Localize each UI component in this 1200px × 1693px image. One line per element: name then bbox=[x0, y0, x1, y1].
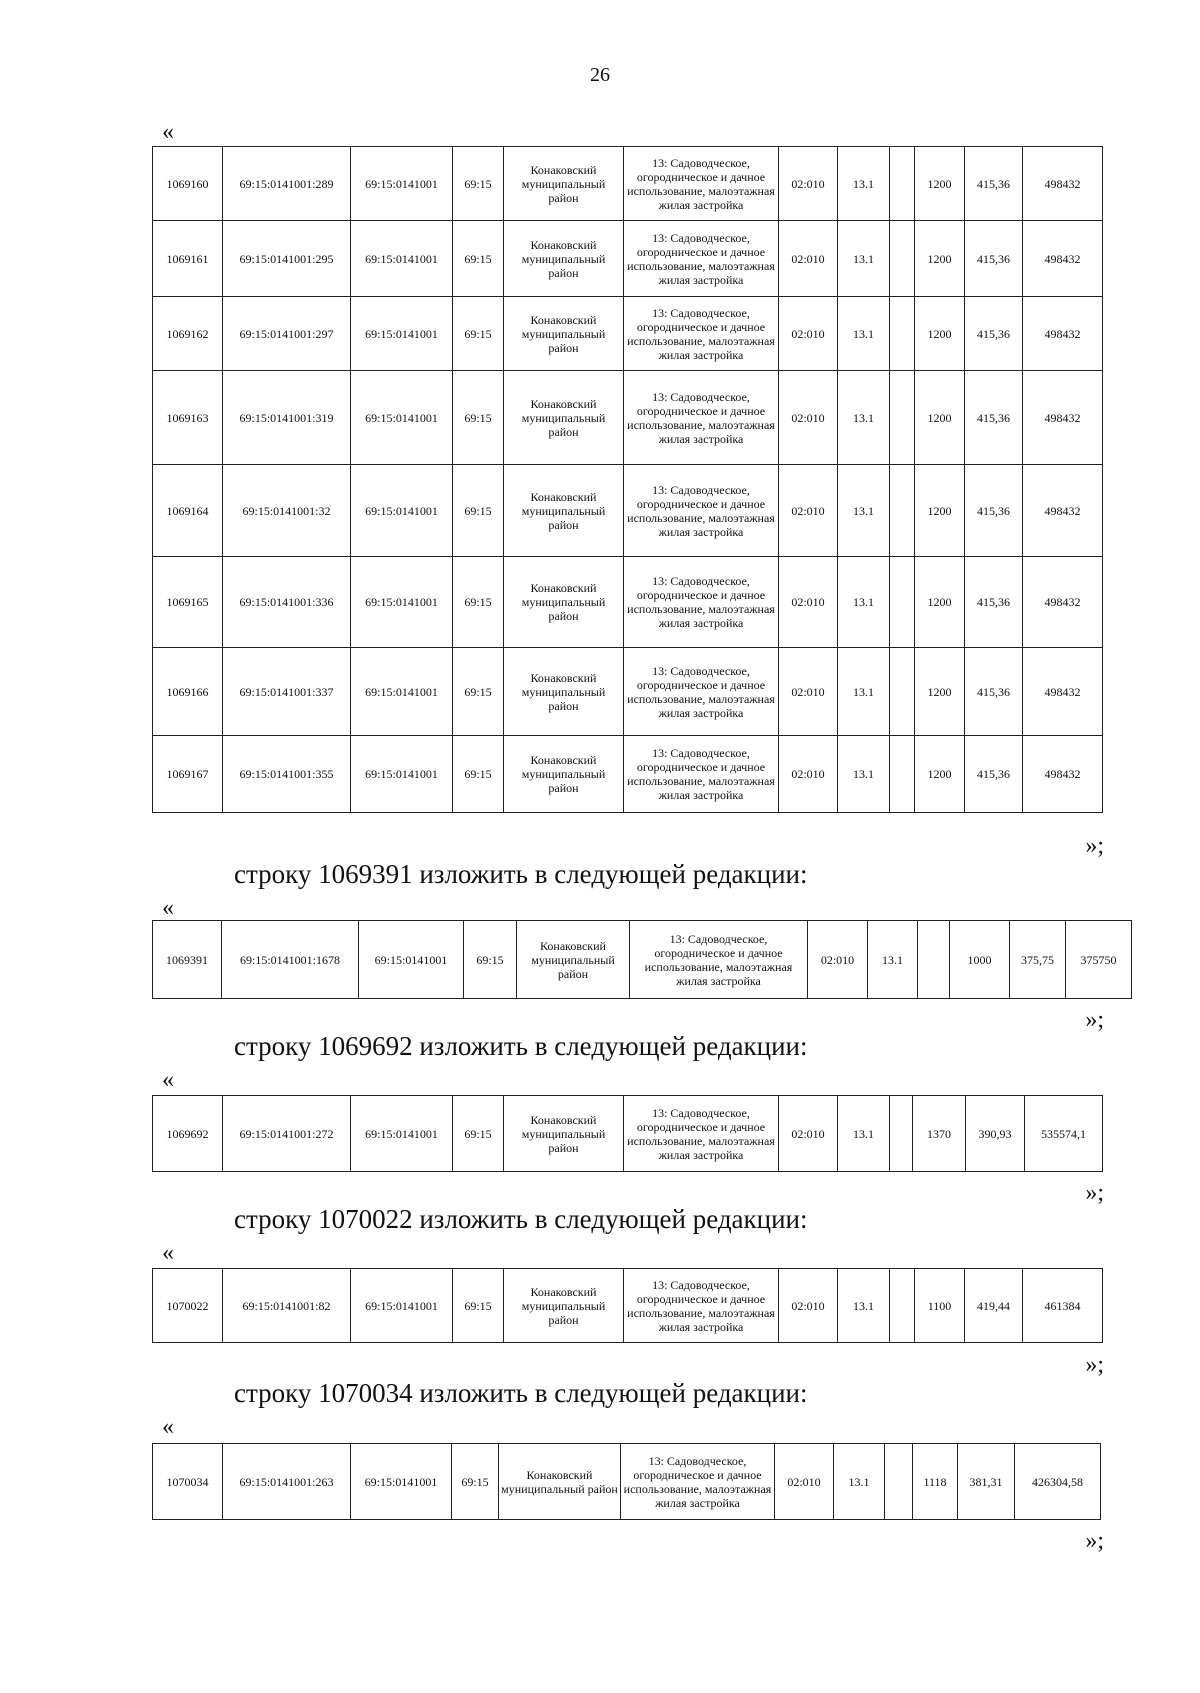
cell-code: 02:010 bbox=[779, 147, 838, 221]
cell-empty bbox=[890, 371, 915, 465]
section-heading: строку 1070034 изложить в следующей редакции: bbox=[234, 1378, 808, 1408]
cell-empty bbox=[890, 221, 915, 297]
cell-district-code: 69:15 bbox=[453, 297, 504, 371]
table-row bbox=[153, 648, 1103, 736]
section-table bbox=[152, 920, 1132, 999]
cell-empty bbox=[918, 921, 950, 999]
cell-empty bbox=[890, 557, 915, 648]
cell-cadastral-number: 69:15:0141001:1678 bbox=[222, 921, 359, 999]
cell-district: Конаковский муниципальный район bbox=[499, 1444, 621, 1520]
table-row bbox=[153, 465, 1103, 557]
cell-value: 498432 bbox=[1023, 736, 1103, 813]
section-heading: строку 1070022 изложить в следующей редакции: bbox=[234, 1204, 808, 1234]
cell-purpose: 13: Садоводческое, огородническое и дачное использование, малоэтажная жилая застройка bbox=[624, 648, 779, 736]
close-quote: »; bbox=[1085, 1180, 1104, 1206]
open-quote: « bbox=[162, 895, 174, 921]
cell-purpose: 13: Садоводческое, огородническое и дачное использование, малоэтажная жилая застройка bbox=[624, 1096, 779, 1172]
cell-group: 13.1 bbox=[838, 648, 890, 736]
cell-group: 13.1 bbox=[838, 1096, 890, 1172]
cell-code: 02:010 bbox=[779, 736, 838, 813]
cell-district-code: 69:15 bbox=[453, 147, 504, 221]
cell-area: 1200 bbox=[915, 147, 965, 221]
cell-value: 498432 bbox=[1023, 465, 1103, 557]
section-heading: строку 1069391 изложить в следующей редакции: bbox=[234, 859, 808, 889]
open-quote: « bbox=[162, 1067, 174, 1093]
cell-code: 02:010 bbox=[779, 221, 838, 297]
cell-district-code: 69:15 bbox=[453, 221, 504, 297]
section-table bbox=[152, 1095, 1103, 1172]
cell-id: 1069161 bbox=[153, 221, 223, 297]
cell-district: Конаковский муниципальный район bbox=[517, 921, 630, 999]
cell-id: 1069167 bbox=[153, 736, 223, 813]
cell-id: 1069391 bbox=[153, 921, 222, 999]
cell-value: 461384 bbox=[1023, 1269, 1103, 1343]
cell-group: 13.1 bbox=[838, 736, 890, 813]
cell-purpose: 13: Садоводческое, огородническое и дачное использование, малоэтажная жилая застройка bbox=[624, 736, 779, 813]
cell-district-code: 69:15 bbox=[453, 1269, 504, 1343]
cell-group: 13.1 bbox=[838, 297, 890, 371]
cell-district-code: 69:15 bbox=[453, 736, 504, 813]
cell-purpose: 13: Садоводческое, огородническое и дачное использование, малоэтажная жилая застройка bbox=[624, 371, 779, 465]
cell-quarter: 69:15:0141001 bbox=[351, 557, 453, 648]
cell-district-code: 69:15 bbox=[453, 1096, 504, 1172]
cell-empty bbox=[890, 465, 915, 557]
cell-area: 1200 bbox=[915, 297, 965, 371]
cell-district-code: 69:15 bbox=[453, 648, 504, 736]
cell-purpose: 13: Садоводческое, огородническое и дачное использование, малоэтажная жилая застройка bbox=[624, 557, 779, 648]
table-row bbox=[153, 297, 1103, 371]
cell-area: 1200 bbox=[915, 736, 965, 813]
cell-district: Конаковский муниципальный район bbox=[504, 736, 624, 813]
cell-code: 02:010 bbox=[808, 921, 868, 999]
cell-value: 498432 bbox=[1023, 147, 1103, 221]
cell-purpose: 13: Садоводческое, огородническое и дачное использование, малоэтажная жилая застройка bbox=[624, 465, 779, 557]
cell-purpose: 13: Садоводческое, огородническое и дачное использование, малоэтажная жилая застройка bbox=[624, 1269, 779, 1343]
cell-group: 13.1 bbox=[838, 371, 890, 465]
cell-quarter: 69:15:0141001 bbox=[351, 371, 453, 465]
cell-code: 02:010 bbox=[779, 557, 838, 648]
table-row bbox=[153, 557, 1103, 648]
cell-purpose: 13: Садоводческое, огородническое и дачное использование, малоэтажная жилая застройка bbox=[624, 221, 779, 297]
cell-specific-value: 415,36 bbox=[965, 147, 1023, 221]
cell-code: 02:010 bbox=[779, 371, 838, 465]
cell-id: 1069164 bbox=[153, 465, 223, 557]
cell-specific-value: 415,36 bbox=[965, 221, 1023, 297]
cell-area: 1370 bbox=[913, 1096, 966, 1172]
cell-cadastral-number: 69:15:0141001:337 bbox=[223, 648, 351, 736]
table-row bbox=[153, 1444, 1101, 1520]
open-quote: « bbox=[162, 1240, 174, 1266]
cell-district: Конаковский муниципальный район bbox=[504, 297, 624, 371]
cell-value: 426304,58 bbox=[1015, 1444, 1101, 1520]
cell-area: 1200 bbox=[915, 465, 965, 557]
cell-area: 1118 bbox=[913, 1444, 958, 1520]
cell-value: 498432 bbox=[1023, 648, 1103, 736]
cell-district: Конаковский муниципальный район bbox=[504, 648, 624, 736]
cell-cadastral-number: 69:15:0141001:295 bbox=[223, 221, 351, 297]
cell-cadastral-number: 69:15:0141001:82 bbox=[223, 1269, 351, 1343]
cell-district-code: 69:15 bbox=[452, 1444, 499, 1520]
section-heading: строку 1069692 изложить в следующей редакции: bbox=[234, 1031, 808, 1061]
cell-id: 1069160 bbox=[153, 147, 223, 221]
cell-purpose: 13: Садоводческое, огородническое и дачное использование, малоэтажная жилая застройка bbox=[630, 921, 808, 999]
open-quote: « bbox=[162, 1414, 174, 1440]
table-row bbox=[153, 371, 1103, 465]
cell-specific-value: 415,36 bbox=[965, 557, 1023, 648]
cell-district: Конаковский муниципальный район bbox=[504, 221, 624, 297]
cell-area: 1100 bbox=[915, 1269, 965, 1343]
cell-district-code: 69:15 bbox=[464, 921, 517, 999]
cell-district: Конаковский муниципальный район bbox=[504, 465, 624, 557]
cell-purpose: 13: Садоводческое, огородническое и дачное использование, малоэтажная жилая застройка bbox=[624, 147, 779, 221]
cell-purpose: 13: Садоводческое, огородническое и дачное использование, малоэтажная жилая застройка bbox=[624, 297, 779, 371]
cell-value: 498432 bbox=[1023, 221, 1103, 297]
cell-group: 13.1 bbox=[838, 147, 890, 221]
page-number: 26 bbox=[590, 64, 610, 86]
cell-code: 02:010 bbox=[775, 1444, 834, 1520]
cell-specific-value: 375,75 bbox=[1010, 921, 1066, 999]
cell-code: 02:010 bbox=[779, 465, 838, 557]
cell-value: 535574,1 bbox=[1025, 1096, 1103, 1172]
cell-area: 1000 bbox=[950, 921, 1010, 999]
cell-area: 1200 bbox=[915, 221, 965, 297]
cell-quarter: 69:15:0141001 bbox=[359, 921, 464, 999]
cell-id: 1070022 bbox=[153, 1269, 223, 1343]
cell-code: 02:010 bbox=[779, 1269, 838, 1343]
cell-cadastral-number: 69:15:0141001:272 bbox=[223, 1096, 351, 1172]
cell-value: 498432 bbox=[1023, 557, 1103, 648]
cell-specific-value: 390,93 bbox=[966, 1096, 1025, 1172]
cell-quarter: 69:15:0141001 bbox=[351, 147, 453, 221]
cell-group: 13.1 bbox=[868, 921, 918, 999]
cell-area: 1200 bbox=[915, 648, 965, 736]
section-table bbox=[152, 1268, 1103, 1343]
cell-specific-value: 381,31 bbox=[958, 1444, 1015, 1520]
cell-cadastral-number: 69:15:0141001:32 bbox=[223, 465, 351, 557]
cell-specific-value: 415,36 bbox=[965, 297, 1023, 371]
cell-empty bbox=[890, 648, 915, 736]
open-quote: « bbox=[162, 119, 174, 145]
cell-district-code: 69:15 bbox=[453, 465, 504, 557]
cell-purpose: 13: Садоводческое, огородническое и дачное использование, малоэтажная жилая застройка bbox=[621, 1444, 775, 1520]
cell-empty bbox=[890, 1269, 915, 1343]
section-table bbox=[152, 1443, 1101, 1520]
table-row bbox=[153, 921, 1132, 999]
cell-specific-value: 415,36 bbox=[965, 371, 1023, 465]
cell-cadastral-number: 69:15:0141001:355 bbox=[223, 736, 351, 813]
table-row bbox=[153, 1269, 1103, 1343]
cell-empty bbox=[890, 147, 915, 221]
cell-district: Конаковский муниципальный район bbox=[504, 371, 624, 465]
cell-id: 1069163 bbox=[153, 371, 223, 465]
cell-specific-value: 415,36 bbox=[965, 465, 1023, 557]
cell-cadastral-number: 69:15:0141001:336 bbox=[223, 557, 351, 648]
cell-code: 02:010 bbox=[779, 648, 838, 736]
cell-district: Конаковский муниципальный район bbox=[504, 147, 624, 221]
cell-specific-value: 419,44 bbox=[965, 1269, 1023, 1343]
cell-quarter: 69:15:0141001 bbox=[351, 736, 453, 813]
cell-group: 13.1 bbox=[838, 1269, 890, 1343]
cell-id: 1069692 bbox=[153, 1096, 223, 1172]
cell-quarter: 69:15:0141001 bbox=[351, 1096, 453, 1172]
cell-cadastral-number: 69:15:0141001:319 bbox=[223, 371, 351, 465]
close-quote: »; bbox=[1085, 833, 1104, 859]
cell-area: 1200 bbox=[915, 557, 965, 648]
cell-code: 02:010 bbox=[779, 297, 838, 371]
cell-quarter: 69:15:0141001 bbox=[351, 221, 453, 297]
cell-district-code: 69:15 bbox=[453, 371, 504, 465]
close-quote: »; bbox=[1085, 1352, 1104, 1378]
cell-quarter: 69:15:0141001 bbox=[351, 1444, 452, 1520]
table-row bbox=[153, 1096, 1103, 1172]
cell-code: 02:010 bbox=[779, 1096, 838, 1172]
cell-quarter: 69:15:0141001 bbox=[351, 648, 453, 736]
cell-value: 375750 bbox=[1066, 921, 1132, 999]
cell-district: Конаковский муниципальный район bbox=[504, 1096, 624, 1172]
cell-group: 13.1 bbox=[838, 221, 890, 297]
cell-empty bbox=[890, 297, 915, 371]
cell-district: Конаковский муниципальный район bbox=[504, 1269, 624, 1343]
close-quote: »; bbox=[1085, 1007, 1104, 1033]
cell-empty bbox=[890, 736, 915, 813]
cell-cadastral-number: 69:15:0141001:289 bbox=[223, 147, 351, 221]
cell-group: 13.1 bbox=[834, 1444, 885, 1520]
cell-id: 1069165 bbox=[153, 557, 223, 648]
cell-quarter: 69:15:0141001 bbox=[351, 465, 453, 557]
cell-value: 498432 bbox=[1023, 297, 1103, 371]
cell-specific-value: 415,36 bbox=[965, 736, 1023, 813]
cell-quarter: 69:15:0141001 bbox=[351, 1269, 453, 1343]
cell-id: 1070034 bbox=[153, 1444, 223, 1520]
close-quote: »; bbox=[1085, 1528, 1104, 1554]
cell-area: 1200 bbox=[915, 371, 965, 465]
table-row bbox=[153, 736, 1103, 813]
table-row bbox=[153, 221, 1103, 297]
cell-cadastral-number: 69:15:0141001:263 bbox=[223, 1444, 351, 1520]
cell-empty bbox=[890, 1096, 913, 1172]
cell-group: 13.1 bbox=[838, 557, 890, 648]
cell-district: Конаковский муниципальный район bbox=[504, 557, 624, 648]
cell-district-code: 69:15 bbox=[453, 557, 504, 648]
main-table bbox=[152, 146, 1103, 813]
table-row bbox=[153, 147, 1103, 221]
cell-cadastral-number: 69:15:0141001:297 bbox=[223, 297, 351, 371]
cell-id: 1069162 bbox=[153, 297, 223, 371]
cell-group: 13.1 bbox=[838, 465, 890, 557]
cell-value: 498432 bbox=[1023, 371, 1103, 465]
cell-empty bbox=[885, 1444, 913, 1520]
cell-specific-value: 415,36 bbox=[965, 648, 1023, 736]
cell-id: 1069166 bbox=[153, 648, 223, 736]
cell-quarter: 69:15:0141001 bbox=[351, 297, 453, 371]
